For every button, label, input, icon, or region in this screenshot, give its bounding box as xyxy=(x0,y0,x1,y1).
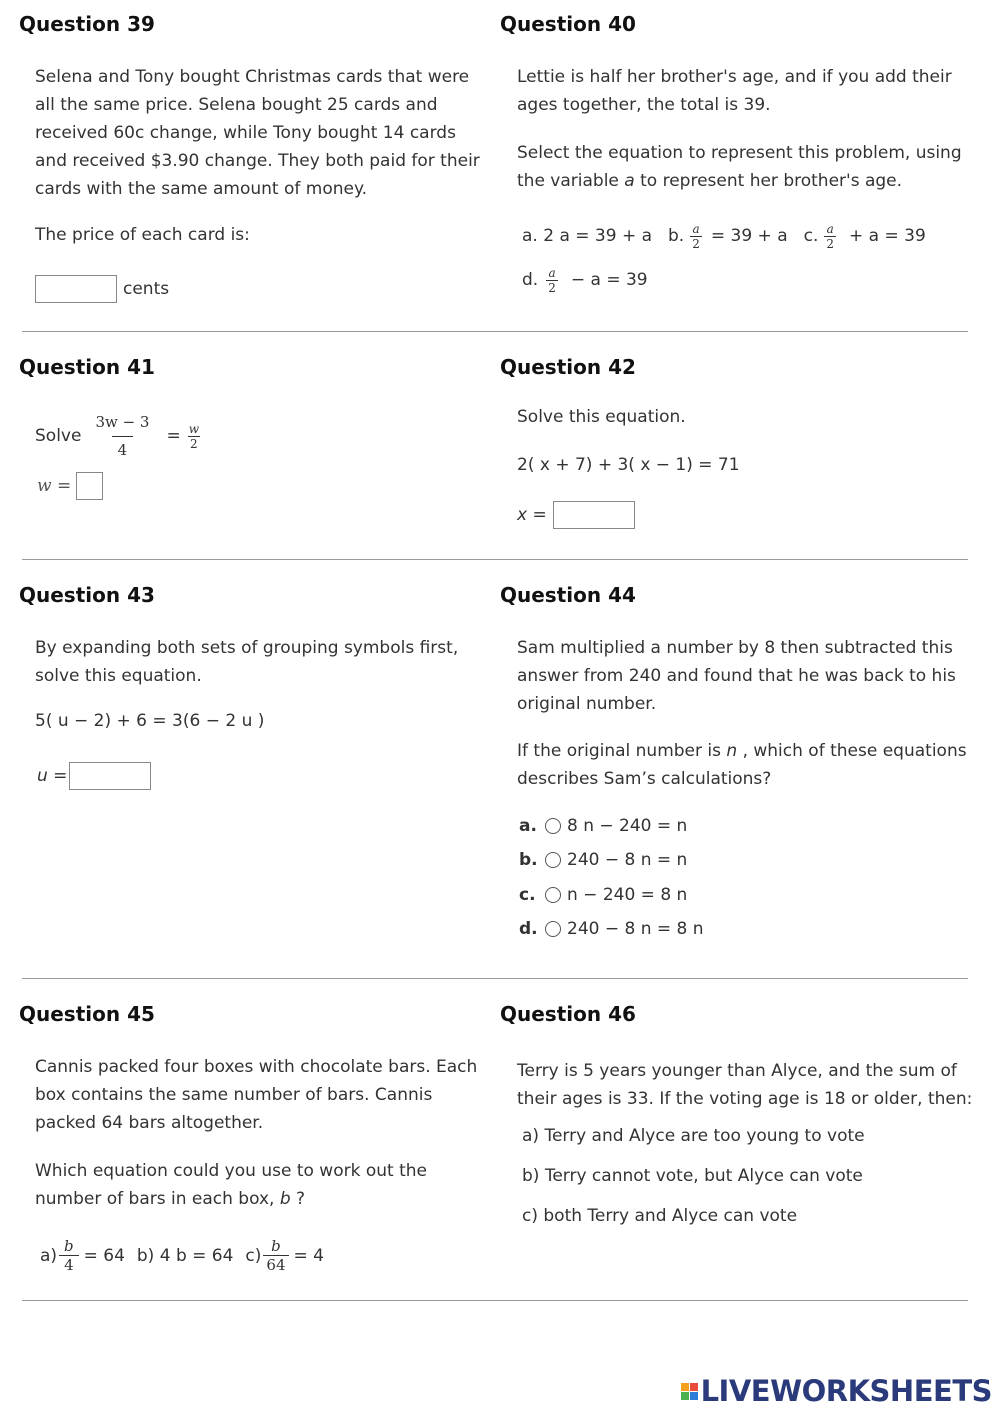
fraction-denominator: 4 xyxy=(59,1255,79,1273)
variable-b: b xyxy=(279,1189,291,1209)
question-43-title: Question 43 xyxy=(19,583,155,607)
question-42-answer-input[interactable] xyxy=(553,501,635,529)
solve-label: Solve xyxy=(35,426,82,446)
option-label: d. xyxy=(519,919,538,939)
question-41-equation xyxy=(35,403,204,469)
option-label: a. xyxy=(519,816,537,836)
variable-n: n xyxy=(726,741,738,761)
option-label: b. xyxy=(519,850,538,870)
question-42-answer-label: x = xyxy=(517,505,547,525)
fraction-denominator: 2 xyxy=(692,236,700,251)
question-44-option-c[interactable] xyxy=(519,885,687,905)
liveworksheets-logo[interactable] xyxy=(681,1374,992,1408)
question-42-answer-row xyxy=(517,501,635,529)
question-text-post: , which of these equations describes Sam’s calculations? xyxy=(517,741,967,789)
question-40-option-d-label[interactable]: d. xyxy=(522,270,539,290)
question-45-option-a-label[interactable]: a) xyxy=(40,1246,58,1266)
question-46-text: Terry is 5 years younger than Alyce, and the sum of their ages is 33. If the voting age is 18 or older, then: xyxy=(517,1061,973,1109)
question-46-option-c[interactable]: c) both Terry and Alyce can vote xyxy=(522,1206,798,1226)
fraction-denominator: 64 xyxy=(263,1255,288,1273)
fraction-numerator: b xyxy=(271,1237,281,1255)
question-45-option-c-fraction xyxy=(263,1239,288,1273)
equals-sign: = xyxy=(166,426,181,446)
question-40-text: Lettie is half her brother's age, and if you add their ages together, the total is 39. xyxy=(517,67,952,115)
question-45-title: Question 45 xyxy=(19,1002,155,1026)
question-45-option-b[interactable]: b) 4 b = 64 xyxy=(136,1246,234,1266)
radio-button[interactable] xyxy=(545,921,561,937)
question-40-option-b-rest: = 39 + a xyxy=(710,226,788,246)
question-43-answer-label: u = xyxy=(37,766,68,786)
fraction-numerator: a xyxy=(826,221,834,236)
question-42-equation: 2( x + 7) + 3( x − 1) = 71 xyxy=(517,455,740,475)
instruction-text-pre: Select the equation to represent this problem, using the variable xyxy=(517,143,962,191)
question-39-title: Question 39 xyxy=(19,12,155,36)
question-40-instruction xyxy=(517,139,977,195)
question-45-text: Cannis packed four boxes with chocolate bars. Each box contains the same number of bars. Cannis packed 64 bars altogether. xyxy=(35,1057,478,1133)
question-43-answer-row xyxy=(37,762,151,790)
logo-square xyxy=(690,1383,698,1391)
question-45-options-row xyxy=(40,1236,324,1276)
variable-a: a xyxy=(624,171,635,191)
question-40-option-b-fraction xyxy=(690,223,702,250)
radio-button[interactable] xyxy=(545,887,561,903)
fraction-numerator: w xyxy=(188,421,199,436)
question-39-prompt: The price of each card is: xyxy=(35,225,250,245)
logo-square xyxy=(681,1383,689,1391)
question-44-question xyxy=(517,737,977,793)
question-43-equation: 5( u − 2) + 6 = 3(6 − 2 u ) xyxy=(35,711,265,731)
logo-square xyxy=(681,1392,689,1400)
question-text-pre: Which equation could you use to work out the number of bars in each box, xyxy=(35,1161,427,1209)
question-44-text: Sam multiplied a number by 8 then subtracted this answer from 240 and found that he was back to his original number. xyxy=(517,638,956,714)
question-39-answer-row xyxy=(35,275,169,303)
divider xyxy=(22,1300,968,1301)
radio-button[interactable] xyxy=(545,818,561,834)
question-45-option-a-fraction xyxy=(59,1239,79,1273)
question-40-option-a[interactable]: a. 2 a = 39 + a xyxy=(522,226,653,246)
fraction-denominator: 2 xyxy=(548,280,556,295)
fraction-denominator: 2 xyxy=(826,236,835,251)
fraction-denominator: 2 xyxy=(190,436,198,451)
question-40-option-b-label[interactable]: b. xyxy=(668,226,685,246)
question-46-option-b[interactable]: b) Terry cannot vote, but Alyce can vote xyxy=(522,1166,863,1186)
question-42-title: Question 42 xyxy=(500,355,636,379)
question-45-option-c-rest: = 4 xyxy=(293,1246,324,1266)
question-40-option-c-fraction xyxy=(824,223,836,250)
question-41-title: Question 41 xyxy=(19,355,155,379)
logo-icon xyxy=(681,1383,698,1400)
question-39-text: Selena and Tony bought Christmas cards that were all the same price. Selena bought 25 cards and received 60c change, while Tony bought 14 cards and received $3.90 change. They both paid for their cards with the same amount of money. xyxy=(35,67,480,199)
question-40-options-row xyxy=(522,218,926,254)
fraction-denominator: 4 xyxy=(112,436,134,458)
question-41-answer-label: w = xyxy=(37,476,72,496)
question-43-text: By expanding both sets of grouping symbols first, solve this equation. xyxy=(35,638,459,686)
question-45-question xyxy=(35,1157,475,1213)
option-text: 240 − 8 n = 8 n xyxy=(567,919,704,939)
question-44-option-d[interactable] xyxy=(519,919,704,939)
question-40-option-c-rest: + a = 39 xyxy=(849,226,926,246)
question-text-pre: If the original number is xyxy=(517,741,727,761)
question-41-answer-row xyxy=(37,472,103,500)
question-41-answer-input[interactable] xyxy=(76,472,103,500)
question-41-rhs-fraction xyxy=(187,423,201,450)
question-46-title: Question 46 xyxy=(500,1002,636,1026)
radio-button[interactable] xyxy=(545,852,561,868)
question-46-option-a[interactable]: a) Terry and Alyce are too young to vote xyxy=(522,1126,865,1146)
question-40-title: Question 40 xyxy=(500,12,636,36)
instruction-text-post: to represent her brother's age. xyxy=(634,171,903,191)
question-44-title: Question 44 xyxy=(500,583,636,607)
fraction-numerator: a xyxy=(548,265,556,280)
question-39-answer-input[interactable] xyxy=(35,275,117,303)
logo-square xyxy=(690,1392,698,1400)
logo-text: LIVEWORKSHEETS xyxy=(700,1374,992,1408)
option-label: c. xyxy=(519,885,536,905)
question-45-option-a-rest: = 64 xyxy=(83,1246,125,1266)
question-41-lhs-fraction xyxy=(89,412,155,459)
question-40-option-d-rest: − a = 39 xyxy=(570,270,648,290)
question-40-option-c-label[interactable]: c. xyxy=(803,226,819,246)
question-39-unit: cents xyxy=(123,279,170,299)
question-45-option-c-label[interactable]: c) xyxy=(245,1246,262,1266)
question-40-option-d-fraction xyxy=(546,267,558,294)
option-text: 240 − 8 n = n xyxy=(567,850,688,870)
fraction-numerator: a xyxy=(692,221,700,236)
question-43-answer-input[interactable] xyxy=(69,762,151,790)
divider xyxy=(22,331,968,332)
question-44-option-b[interactable] xyxy=(519,850,687,870)
question-42-text: Solve this equation. xyxy=(517,407,686,427)
option-text: 8 n − 240 = n xyxy=(567,816,688,836)
divider xyxy=(22,978,968,979)
option-text: n − 240 = 8 n xyxy=(567,885,688,905)
question-40-option-d-row xyxy=(522,262,648,298)
question-44-option-a[interactable] xyxy=(519,816,687,836)
fraction-numerator: 3w − 3 xyxy=(95,412,150,431)
fraction-numerator: b xyxy=(64,1237,74,1255)
divider xyxy=(22,559,968,560)
question-text-post: ? xyxy=(290,1189,306,1209)
